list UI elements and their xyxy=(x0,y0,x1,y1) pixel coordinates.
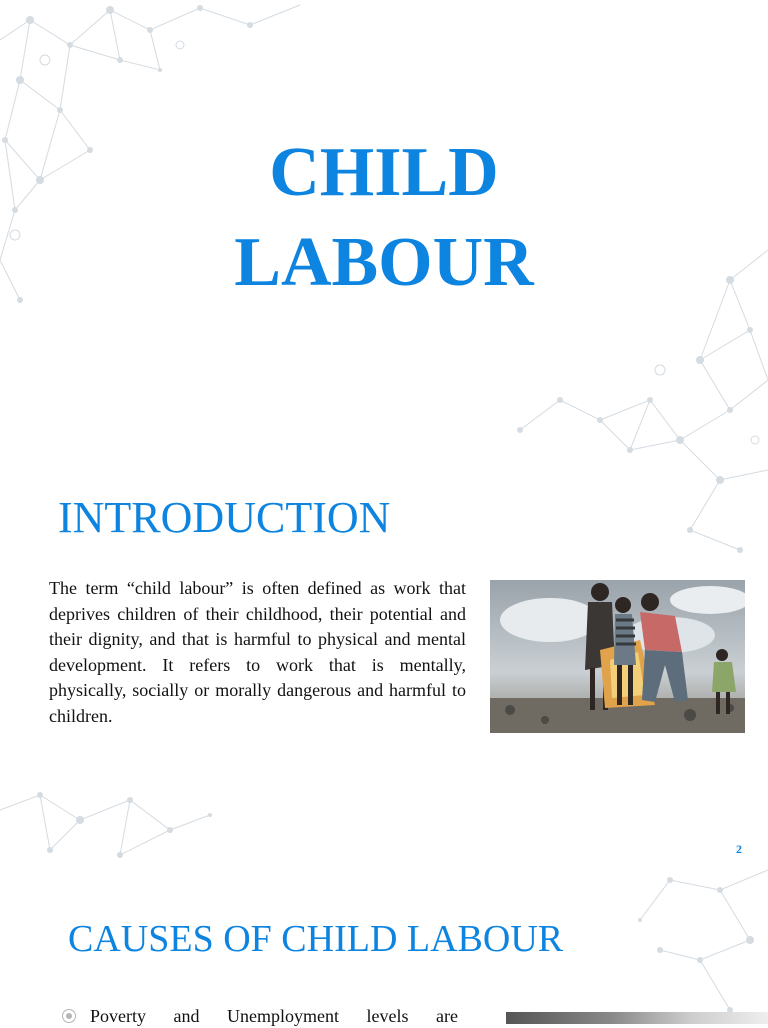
child-labour-illustration xyxy=(490,580,745,733)
page-number: 2 xyxy=(736,842,742,856)
title-line-2: LABOUR xyxy=(234,224,534,301)
page-title xyxy=(0,128,768,308)
circle-bullet-icon xyxy=(62,1009,76,1023)
causes-bullet-item xyxy=(62,1004,458,1028)
network-decoration-bottom-left xyxy=(0,780,230,870)
causes-heading: CAUSES OF CHILD LABOUR xyxy=(68,918,564,960)
causes-bullet-text: Poverty and Unemployment levels are xyxy=(90,1006,458,1026)
introduction-heading: INTRODUCTION xyxy=(58,493,391,542)
title-line-1: CHILD xyxy=(269,134,499,211)
causes-photo xyxy=(506,1012,768,1024)
introduction-paragraph: The term “child labour” is often defined as work that deprives children of their childhood, their potential and their dignity, and that is harmful to physical and mental development. It refers to work that is mentally, physically, socially or morally dangerous and harmful to children. xyxy=(49,578,466,726)
